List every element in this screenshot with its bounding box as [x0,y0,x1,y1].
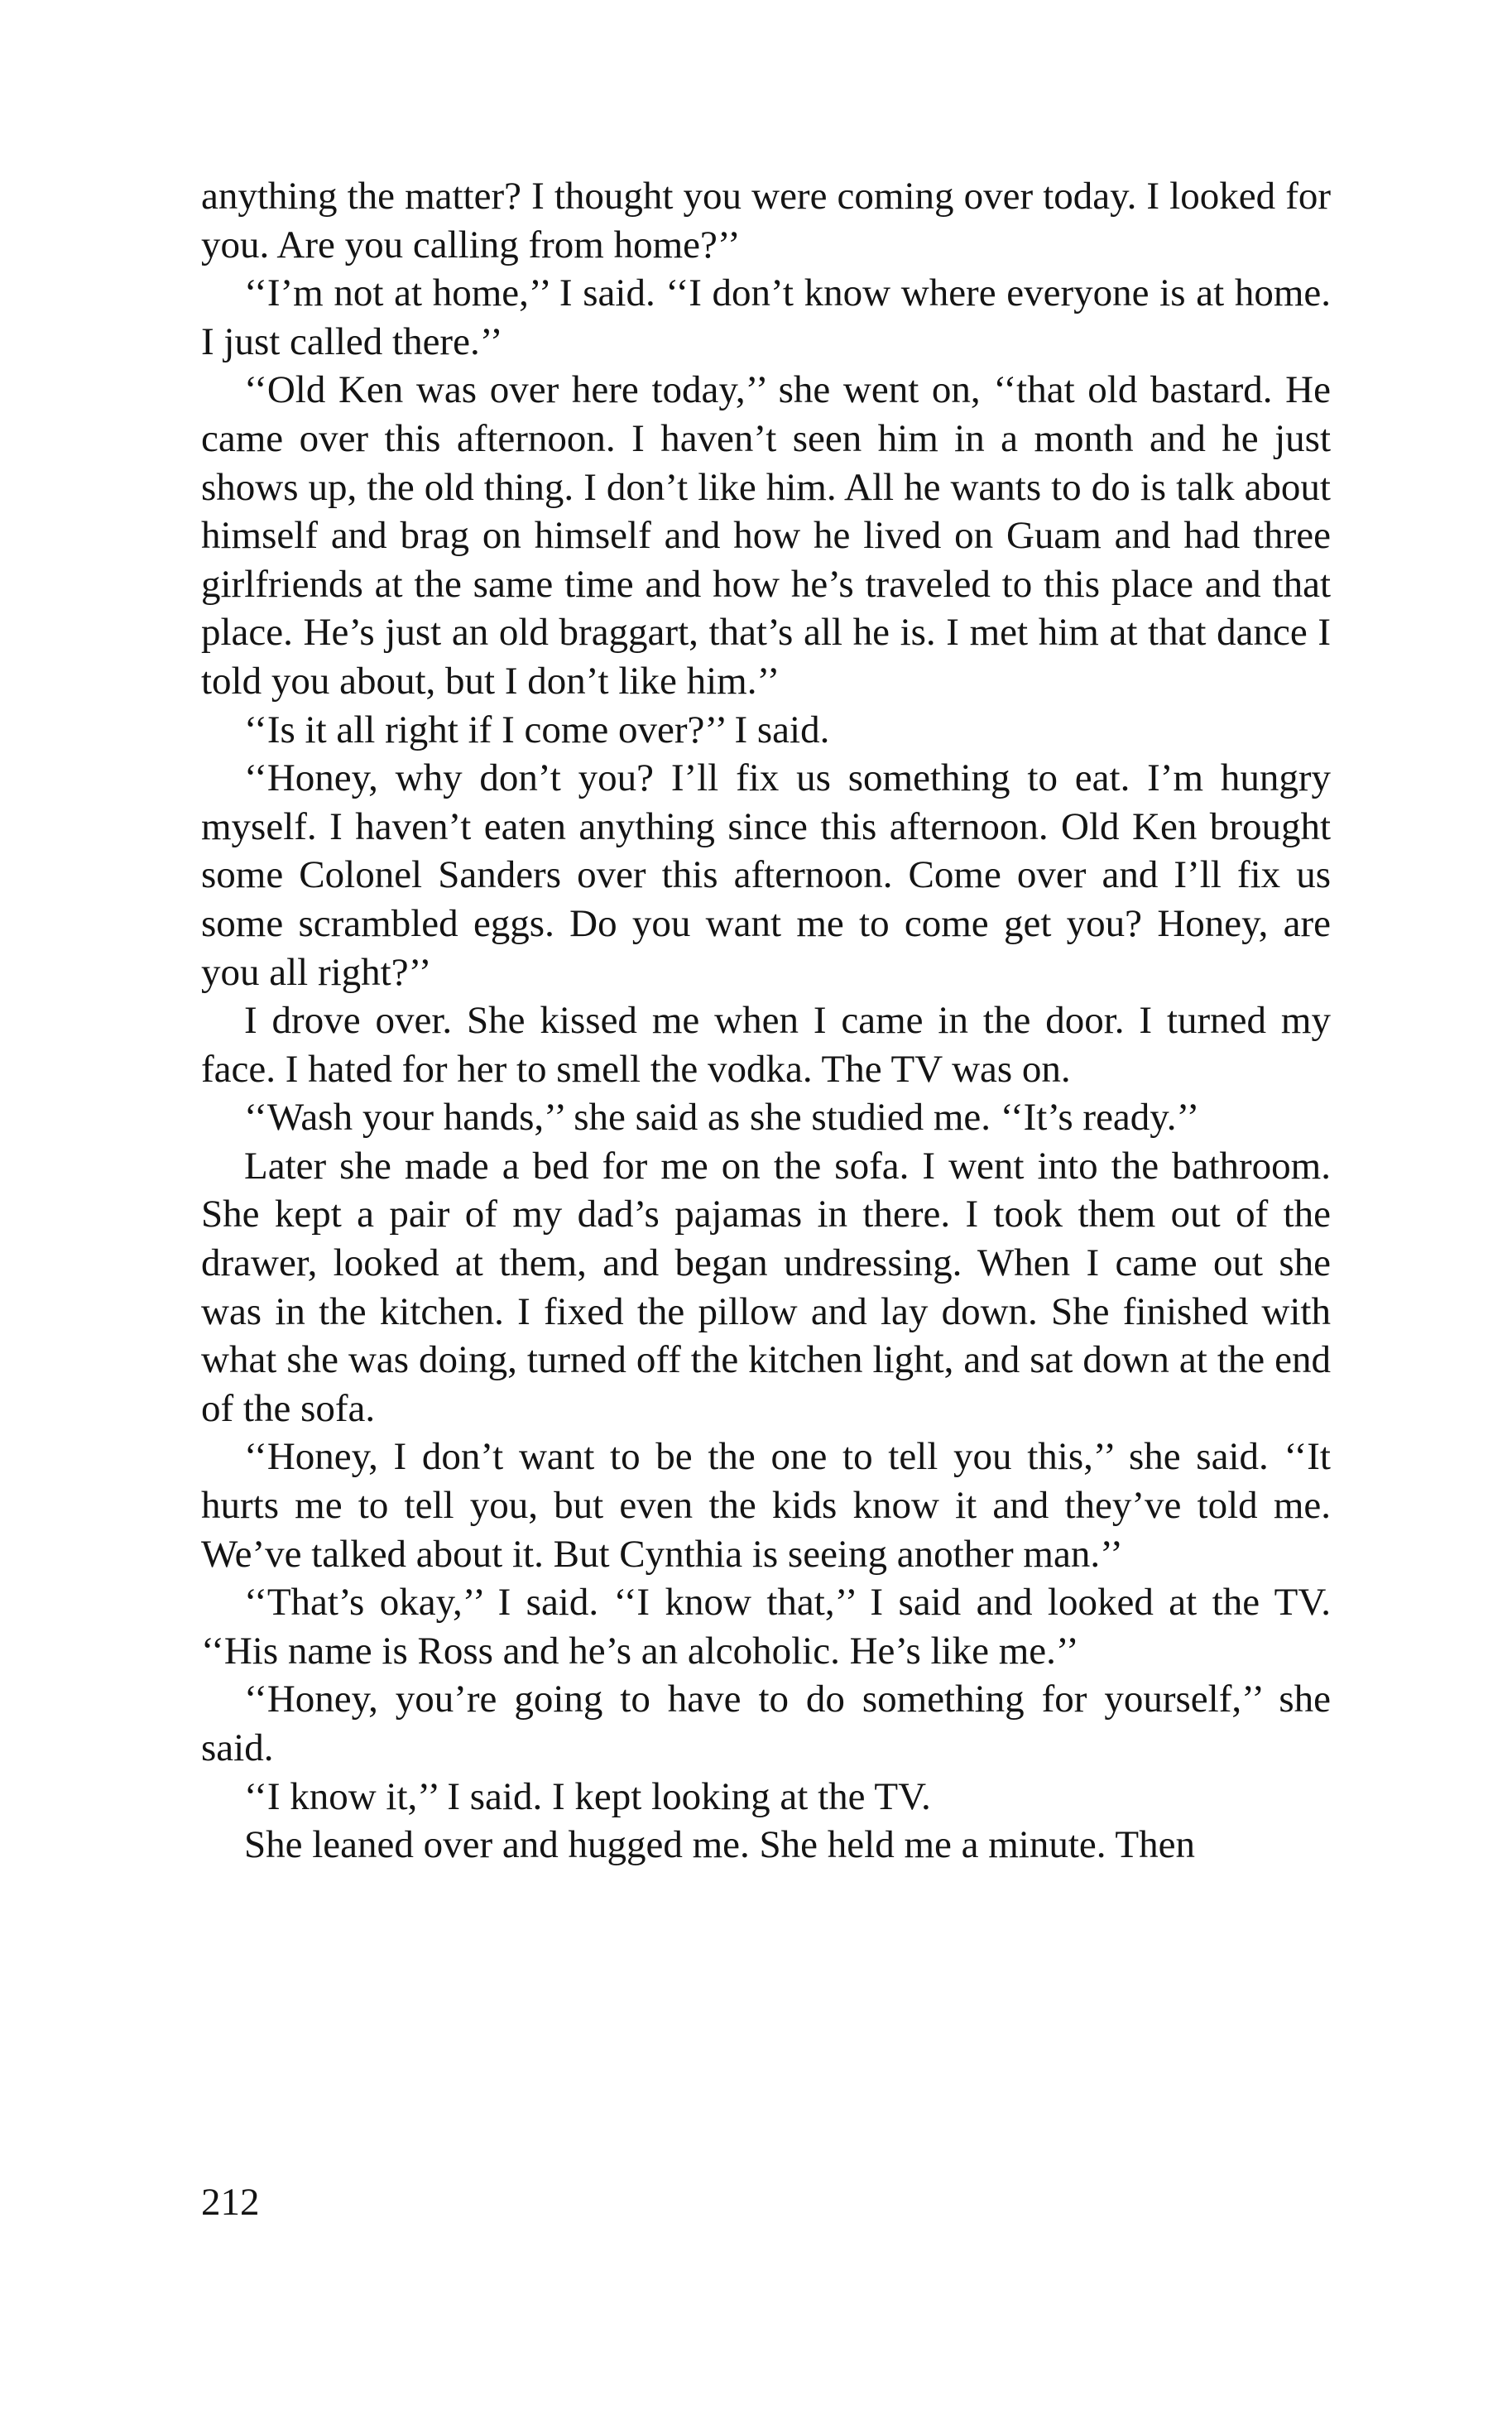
paragraph: ‘‘Honey, why don’t you? I’ll fix us something to eat. I’m hungry myself. I haven’t eaten anything since this afternoon. Old Ken brought some Colonel Sanders over this afternoon. Come over and I’ll fix us some scrambled eggs. Do you want me to come get you? Honey, are you all right?’’ [201,756,1331,994]
paragraph: ‘‘Is it all right if I come over?’’ I said. [244,708,830,751]
body-text [201,172,1331,1870]
paragraph: ‘‘I’m not at home,’’ I said. ‘‘I don’t know where everyone is at home. I just called there.’’ [201,271,1331,363]
paragraph: anything the matter? I thought you were coming over today. I looked for you. Are you calling from home?’’ [201,175,1331,266]
paragraph: She leaned over and hugged me. She held me a minute. Then [244,1823,1195,1867]
paragraph: ‘‘Old Ken was over here today,’’ she went on, ‘‘that old bastard. He came over this afternoon. I haven’t seen him in a month and he just shows up, the old thing. I don’t like him. All he wants to do is talk about himself and brag on himself and how he lived on Guam and had three girlfriends at the same time and how he’s traveled to this place and that place. He’s just an old braggart, that’s all he is. I met him at that dance I told you about, but I don’t like him.’’ [201,368,1331,703]
paragraph: ‘‘I know it,’’ I said. I kept looking at the TV. [244,1774,931,1818]
paragraph: ‘‘That’s okay,’’ I said. ‘‘I know that,’’ I said and looked at the TV. ‘‘His name is Ross and he’s an alcoholic. He’s like me.’’ [201,1581,1331,1673]
paragraph: ‘‘Honey, you’re going to have to do something for yourself,’’ she said. [201,1678,1331,1769]
paragraph: ‘‘Wash your hands,’’ she said as she studied me. ‘‘It’s ready.’’ [244,1096,1200,1140]
paragraph: I drove over. She kissed me when I came in the door. I turned my face. I hated for her to smell the vodka. The TV was on. [201,999,1331,1091]
page-number: 212 [201,2181,260,2224]
paragraph: Later she made a bed for me on the sofa. I went into the bathroom. She kept a pair of my dad’s pajamas in there. I took them out of the drawer, looked at them, and began undressing. When I came out she was in the kitchen. I fixed the pillow and lay down. She finished with what she was doing, turned off the kitchen light, and sat down at the end of the sofa. [201,1144,1331,1430]
paragraph: ‘‘Honey, I don’t want to be the one to tell you this,’’ she said. ‘‘It hurts me to tell you, but even the kids know it and they’ve told me. We’ve talked about it. But Cynthia is seeing another man.’’ [201,1435,1331,1576]
